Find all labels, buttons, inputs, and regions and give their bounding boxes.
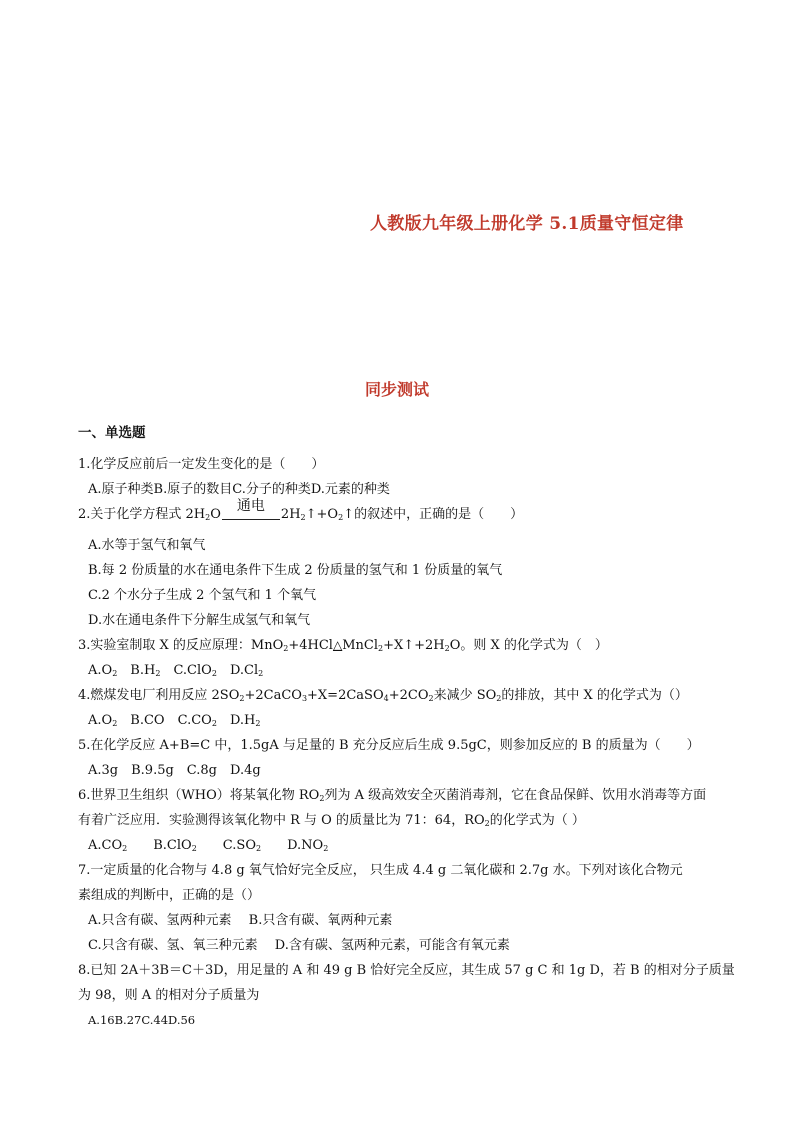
document-subtitle: 同步测试 [364,380,429,399]
section-heading: 一、单选题 [78,425,146,441]
question-4-stem: 4.燃煤发电厂利用反应 $2SO_2+2CaCO_3+X=2CaSO_4+2CO_2$来减少 $SO_2$的排放，其中 X 的化学式为（） [78,688,688,703]
question-7-stem-line-1: 7.一定质量的化合物与 4.8 g 氧气恰好完全反应， 只生成 4.4 g 二氧化碳和 2.7g 水。下列对该化合物元 [78,863,683,878]
question-2-stem: 2.关于化学方程式 $2H_2O$ 通电 $2H_2↑+O_2↑$的叙述中，正确的是（ ） [78,498,524,522]
heat-triangle-icon: △ [332,638,343,652]
question-8-options: A.16B.27C.44D.56 [88,1013,196,1027]
question-2-option-d: D.水在通电条件下分解生成氢气和氧气 [88,613,311,628]
question-4-options: $A.O_2$ B.CO $C.CO_2$ $D.H_2$ [88,713,261,728]
question-5-options: A.3g B.9.5g C.8g D.4g [88,763,261,778]
question-3-options: $A.O_2$ $B.H_2$ C.ClO$_2$ $D.Cl_2$ [88,663,264,678]
question-1-stem: 1.化学反应前后一定发生变化的是（ ） [78,457,325,472]
question-6-stem-line-1: 6.世界卫生组织（WHO）将某氧化物 $RO_2$列为 A 级高效安全灭菌消毒剂，它在食品保鲜、饮用水消毒等方面 [78,788,707,803]
question-7-options-ab: A.只含有碳、氢两种元素 B.只含有碳、氧两种元素 [88,913,393,928]
question-5-stem: 5.在化学反应 A+B=C 中，1.5gA 与足量的 B 充分反应后生成 9.5gC，则参加反应的 B 的质量为（ ） [78,738,700,753]
question-2-option-a: A.水等于氢气和氧气 [88,538,206,553]
question-2-option-c: C.2 个水分子生成 2 个氢气和 1 个氧气 [88,588,317,603]
question-6-options: $A.CO_2$ B.ClO$_2$ $C.SO_2$ $D.NO_2$ [88,838,329,853]
question-2-option-b: B.每 2 份质量的水在通电条件下生成 2 份质量的氢气和 1 份质量的氧气 [88,563,503,578]
question-8-stem-line-1: 8.已知 2A＋3B＝C＋3D，用足量的 A 和 49 g B 恰好完全反应，其生成 57 g C 和 1g D，若 B 的相对分子质量 [78,963,735,978]
question-7-options-cd: C.只含有碳、氢、氧三种元素 D.含有碳、氢两种元素，可能含有氧元素 [88,938,510,953]
question-6-stem-line-2: 有着广泛应用．实验测得该氧化物中 R 与 O 的质量比为 71：64，$RO_2$的化学式为（ ） [78,813,585,828]
question-7-stem-line-2: 素组成的判断中，正确的是（） [78,888,261,903]
question-list [78,452,735,1033]
question-3-stem: 3.实验室制取 X 的反应原理：$MnO_2+4HCl\triangle MnCl_2+X↑+2H_2O$。则 X 的化学式为（ ） [78,638,608,653]
document-title: 人教版九年级上册化学 5.1质量守恒定律 [370,214,684,234]
reaction-condition-arrow: 通电 [222,506,280,520]
question-1-options: A.原子种类B.原子的数目C.分子的种类D.元素的种类 [88,482,390,497]
question-8-stem-line-2: 为 98，则 A 的相对分子质量为 [78,988,260,1003]
